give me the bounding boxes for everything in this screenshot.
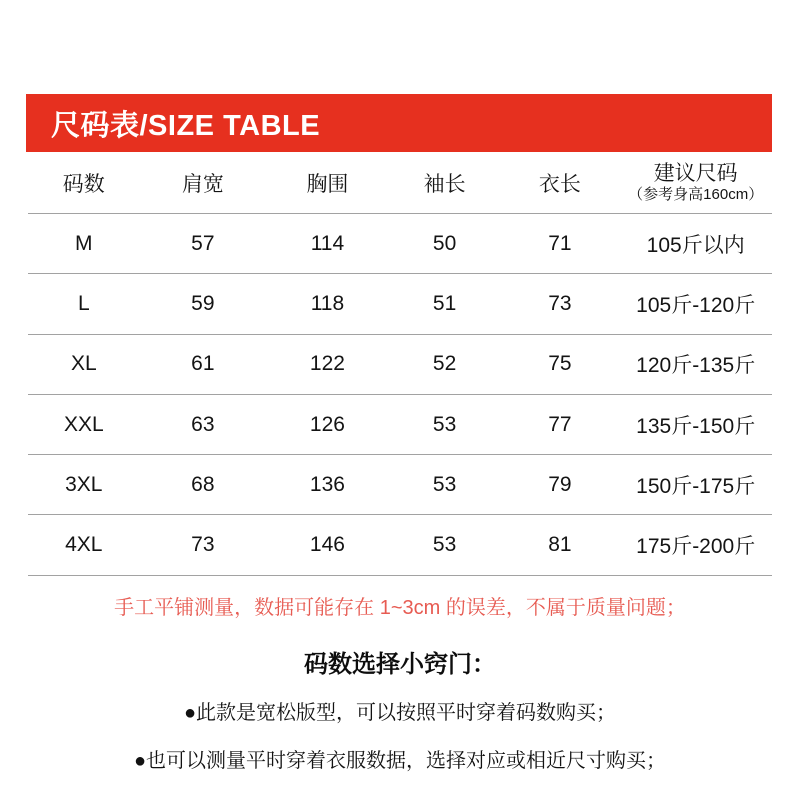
cell-suggest: 175斤-200斤 xyxy=(636,535,756,559)
cell-chest: 126 xyxy=(309,412,345,436)
cell-size: 4XL xyxy=(65,533,103,557)
table-row xyxy=(28,394,772,454)
table-header-row xyxy=(28,152,772,213)
cell-shoulder: 68 xyxy=(191,472,215,496)
cell-shoulder: 73 xyxy=(191,533,215,557)
table-row xyxy=(28,514,772,574)
cell-shoulder: 57 xyxy=(191,231,215,255)
column-header-suggest xyxy=(619,162,772,204)
cell-shoulder: 61 xyxy=(191,352,215,376)
cell-sleeve: 52 xyxy=(432,352,457,376)
tip-item: ●此款是宽松版型，可以按照平时穿着码数购买； xyxy=(183,702,617,724)
column-header-shoulder: 肩宽 xyxy=(181,172,224,196)
cell-chest: 114 xyxy=(310,231,345,255)
column-header-suggest-subnote: （参考身高160cm） xyxy=(628,185,764,203)
cell-suggest: 105斤-120斤 xyxy=(636,293,756,317)
cell-length: 75 xyxy=(548,352,572,376)
cell-shoulder: 59 xyxy=(191,291,215,315)
cell-chest: 136 xyxy=(309,472,345,496)
cell-sleeve: 50 xyxy=(432,231,457,255)
cell-length: 73 xyxy=(548,291,572,315)
cell-chest: 118 xyxy=(310,291,345,315)
column-header-chest: 胸围 xyxy=(306,172,349,196)
cell-size: L xyxy=(77,291,90,315)
cell-size: XXL xyxy=(63,412,104,436)
cell-suggest: 150斤-175斤 xyxy=(636,474,756,498)
cell-sleeve: 53 xyxy=(432,412,457,436)
column-header-sleeve: 袖长 xyxy=(423,172,466,196)
cell-length: 77 xyxy=(548,412,572,436)
cell-length: 71 xyxy=(548,231,572,255)
cell-shoulder: 63 xyxy=(191,412,215,436)
measurement-tolerance-note: 手工平铺测量，数据可能存在 1~3cm 的误差，不属于质量问题； xyxy=(114,597,686,619)
column-header-length: 衣长 xyxy=(538,172,581,196)
table-row xyxy=(28,273,772,333)
cell-length: 81 xyxy=(548,533,572,557)
column-header-size: 码数 xyxy=(62,172,105,196)
cell-suggest: 120斤-135斤 xyxy=(636,354,756,378)
cell-suggest: 135斤-150斤 xyxy=(636,414,756,438)
cell-sleeve: 53 xyxy=(432,533,457,557)
cell-length: 79 xyxy=(548,472,572,496)
size-table-title: 尺码表/SIZE TABLE xyxy=(51,109,321,142)
cell-sleeve: 51 xyxy=(432,291,457,315)
table-row xyxy=(28,213,772,273)
size-table xyxy=(28,152,772,576)
column-header-suggest-label: 建议尺码 xyxy=(653,161,738,185)
cell-size: XL xyxy=(70,352,97,376)
tip-item: ●也可以测量平时穿着衣服数据，选择对应或相近尺寸购买； xyxy=(133,750,667,772)
cell-size: 3XL xyxy=(65,472,103,496)
cell-suggest: 105斤以内 xyxy=(646,233,745,257)
cell-chest: 146 xyxy=(309,533,345,557)
table-row xyxy=(28,334,772,394)
cell-size: M xyxy=(75,231,93,255)
cell-chest: 122 xyxy=(309,352,345,376)
size-table-banner xyxy=(26,94,772,152)
table-row xyxy=(28,454,772,514)
tips-heading: 码数选择小窍门： xyxy=(304,651,496,678)
cell-sleeve: 53 xyxy=(432,472,457,496)
